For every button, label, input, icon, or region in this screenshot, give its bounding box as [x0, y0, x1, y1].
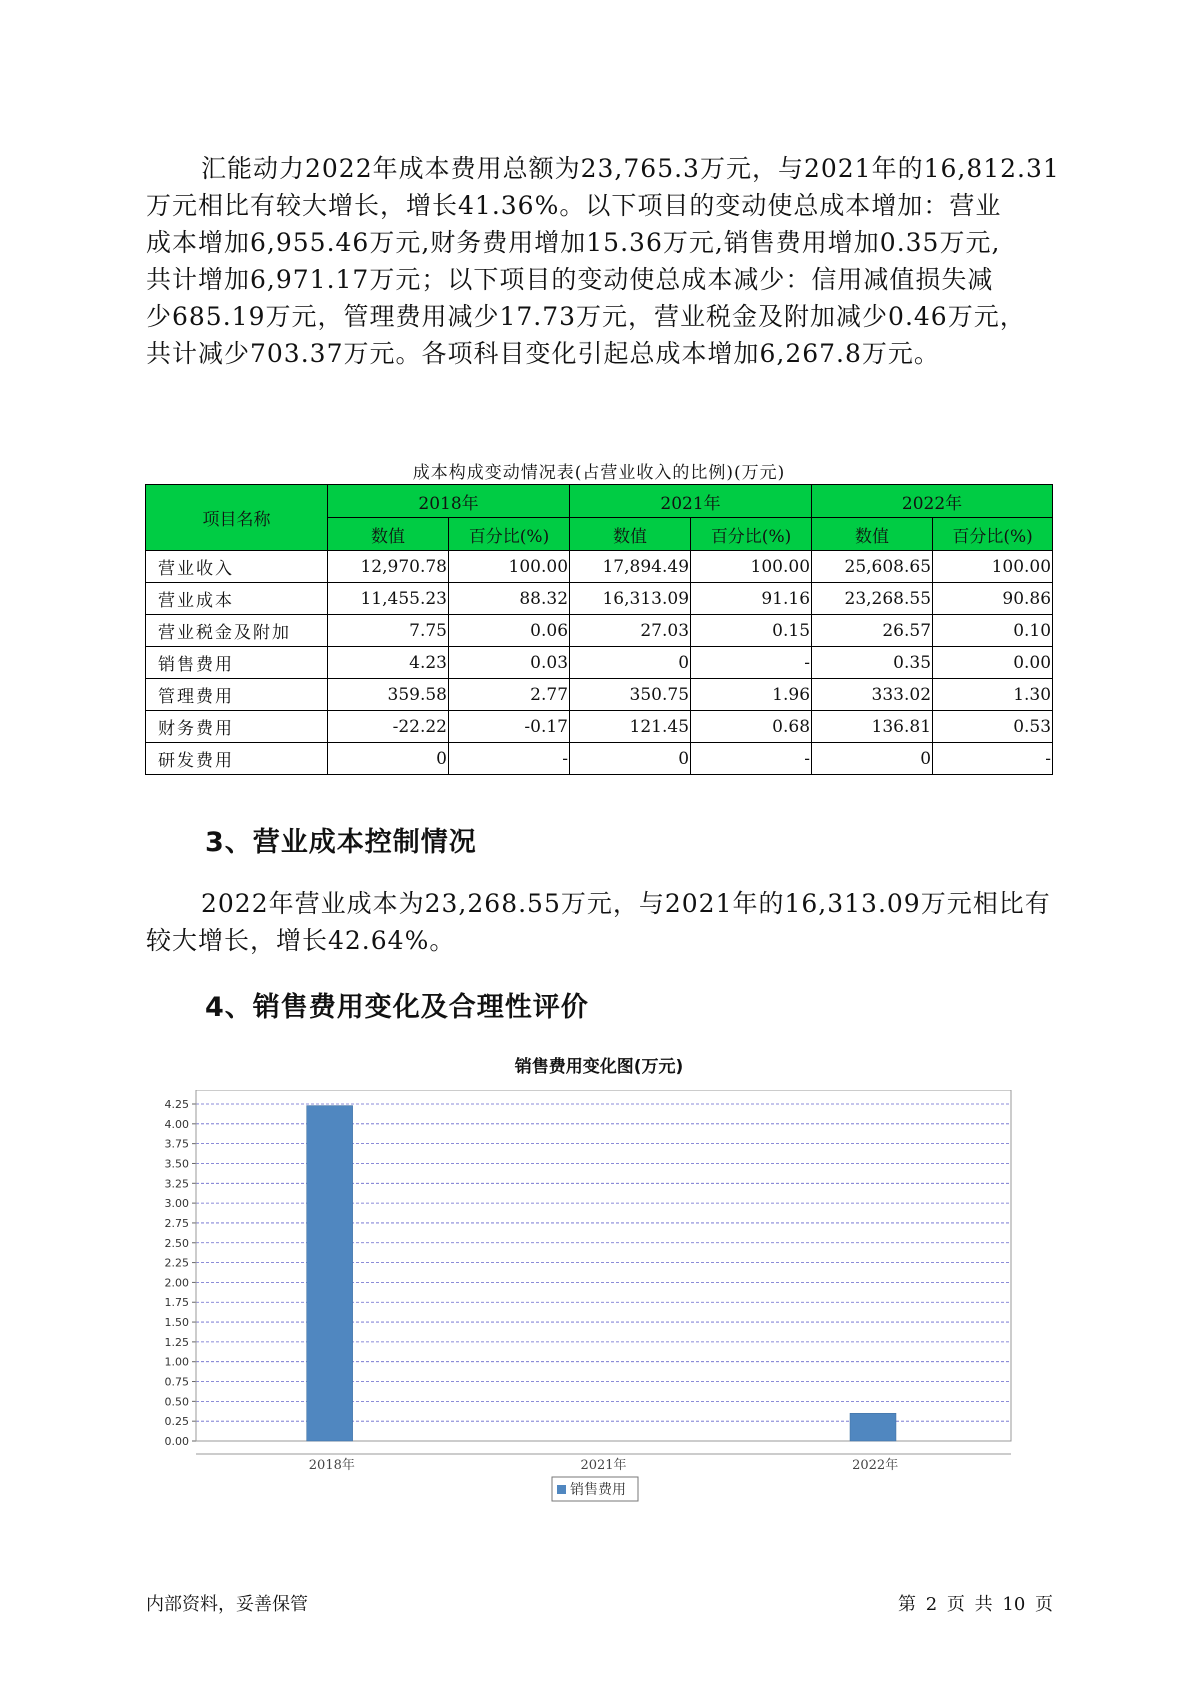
bar — [307, 1106, 353, 1441]
table-row — [146, 583, 1053, 615]
sales-expense-bar-chart — [146, 1090, 1026, 1510]
cell-value: 23,268.55 — [812, 583, 933, 615]
paragraph-line: 汇能动力2022年成本费用总额为23,765.3万元，与2021年的16,812.31 — [201, 154, 1060, 183]
cell-value: 4.23 — [328, 647, 449, 679]
paragraph-line: 万元相比有较大增长，增长41.36%。以下项目的变动使总成本增加：营业 — [146, 191, 1002, 220]
header-percent: 百分比(%) — [933, 518, 1053, 551]
cell-value: 11,455.23 — [328, 583, 449, 615]
header-percent: 百分比(%) — [449, 518, 570, 551]
cell-percent: - — [691, 647, 812, 679]
header-value: 数值 — [328, 518, 449, 551]
cell-percent: - — [933, 743, 1053, 775]
header-percent: 百分比(%) — [691, 518, 812, 551]
cell-percent: - — [691, 743, 812, 775]
cell-value: 12,970.78 — [328, 551, 449, 583]
y-tick-label: 3.50 — [164, 1157, 189, 1171]
y-tick-label: 1.25 — [164, 1335, 189, 1349]
cell-value: 17,894.49 — [570, 551, 691, 583]
paragraph-line: 2022年营业成本为23,268.55万元，与2021年的16,313.09万元相比有 — [201, 889, 1051, 918]
cell-value: 25,608.65 — [812, 551, 933, 583]
cell-percent: 0.53 — [933, 711, 1053, 743]
cell-percent: 90.86 — [933, 583, 1053, 615]
y-tick-label: 0.00 — [164, 1435, 189, 1448]
row-item-name: 营业税金及附加 — [146, 615, 328, 647]
cost-control-paragraph — [146, 885, 1051, 959]
cell-value: 0 — [328, 743, 449, 775]
cell-percent: 0.06 — [449, 615, 570, 647]
y-tick-label: 2.00 — [164, 1276, 189, 1290]
paragraph-line: 较大增长，增长42.64%。 — [146, 926, 456, 955]
cell-value: 0 — [812, 743, 933, 775]
y-tick-label: 2.25 — [164, 1256, 189, 1270]
y-tick-label: 2.50 — [164, 1236, 189, 1250]
row-item-name: 销售费用 — [146, 647, 328, 679]
cell-percent: 1.96 — [691, 679, 812, 711]
y-tick-label: 4.00 — [164, 1117, 189, 1131]
cell-percent: 0.03 — [449, 647, 570, 679]
paragraph-line: 共计减少703.37万元。各项科目变化引起总成本增加6,267.8万元。 — [146, 339, 940, 368]
cell-percent: 88.32 — [449, 583, 570, 615]
cell-value: 136.81 — [812, 711, 933, 743]
cell-value: 26.57 — [812, 615, 933, 647]
bar — [850, 1413, 896, 1441]
cell-percent: 0.15 — [691, 615, 812, 647]
x-tick-label: 2021年 — [580, 1458, 627, 1473]
cell-value: 27.03 — [570, 615, 691, 647]
cell-value: 359.58 — [328, 679, 449, 711]
intro-paragraph — [146, 150, 1060, 372]
y-tick-label: 0.25 — [164, 1415, 189, 1429]
cell-percent: 91.16 — [691, 583, 812, 615]
cost-structure-table — [145, 484, 1053, 775]
paragraph-line: 成本增加6,955.46万元,财务费用增加15.36万元,销售费用增加0.35万元, — [146, 228, 1001, 257]
cell-percent: - — [449, 743, 570, 775]
y-tick-label: 4.25 — [164, 1098, 189, 1111]
cell-percent: 100.00 — [449, 551, 570, 583]
row-item-name: 营业收入 — [146, 551, 328, 583]
cell-value: 333.02 — [812, 679, 933, 711]
chart-title: 销售费用变化图(万元) — [514, 1057, 684, 1077]
table-caption: 成本构成变动情况表(占营业收入的比例)(万元) — [412, 463, 786, 483]
table-row — [146, 647, 1053, 679]
section-heading-4: 4、销售费用变化及合理性评价 — [205, 992, 589, 1023]
legend-swatch — [557, 1485, 566, 1494]
table-row — [146, 615, 1053, 647]
header-year: 2022年 — [812, 485, 1053, 518]
cell-percent: 0.68 — [691, 711, 812, 743]
header-value: 数值 — [812, 518, 933, 551]
cell-percent: 2.77 — [449, 679, 570, 711]
cell-percent: 100.00 — [933, 551, 1053, 583]
cell-percent: 100.00 — [691, 551, 812, 583]
y-tick-label: 3.25 — [164, 1177, 189, 1191]
header-year: 2018年 — [328, 485, 570, 518]
header-value: 数值 — [570, 518, 691, 551]
y-tick-label: 3.00 — [164, 1197, 189, 1211]
table-row — [146, 743, 1053, 775]
cell-percent: 0.00 — [933, 647, 1053, 679]
cell-percent: 1.30 — [933, 679, 1053, 711]
y-tick-label: 2.75 — [164, 1216, 189, 1230]
x-tick-label: 2022年 — [852, 1458, 899, 1473]
y-tick-label: 1.00 — [164, 1355, 189, 1369]
cell-value: 7.75 — [328, 615, 449, 647]
y-tick-label: 3.75 — [164, 1137, 189, 1151]
row-item-name: 管理费用 — [146, 679, 328, 711]
cell-value: -22.22 — [328, 711, 449, 743]
row-item-name: 研发费用 — [146, 743, 328, 775]
y-tick-label: 0.75 — [164, 1375, 189, 1389]
header-year: 2021年 — [570, 485, 812, 518]
cell-value: 0 — [570, 647, 691, 679]
y-tick-label: 1.50 — [164, 1316, 189, 1330]
table-row — [146, 551, 1053, 583]
cell-value: 121.45 — [570, 711, 691, 743]
cell-percent: -0.17 — [449, 711, 570, 743]
y-tick-label: 0.50 — [164, 1395, 189, 1409]
cell-value: 0.35 — [812, 647, 933, 679]
footer-confidential-note: 内部资料，妥善保管 — [146, 1594, 308, 1615]
footer-page-number: 第 2 页 共 10 页 — [898, 1594, 1053, 1615]
row-item-name: 营业成本 — [146, 583, 328, 615]
header-item-name: 项目名称 — [146, 485, 328, 551]
legend-label: 销售费用 — [570, 1482, 626, 1498]
x-tick-label: 2018年 — [308, 1458, 355, 1473]
cell-value: 350.75 — [570, 679, 691, 711]
y-tick-label: 1.75 — [164, 1296, 189, 1310]
row-item-name: 财务费用 — [146, 711, 328, 743]
cell-percent: 0.10 — [933, 615, 1053, 647]
table-row — [146, 679, 1053, 711]
paragraph-line: 共计增加6,971.17万元；以下项目的变动使总成本减少：信用减值损失减 — [146, 265, 994, 294]
section-heading-3: 3、营业成本控制情况 — [205, 827, 477, 858]
cell-value: 0 — [570, 743, 691, 775]
paragraph-line: 少685.19万元，管理费用减少17.73万元，营业税金及附加减少0.46万元， — [146, 302, 1026, 331]
cell-value: 16,313.09 — [570, 583, 691, 615]
table-row — [146, 711, 1053, 743]
